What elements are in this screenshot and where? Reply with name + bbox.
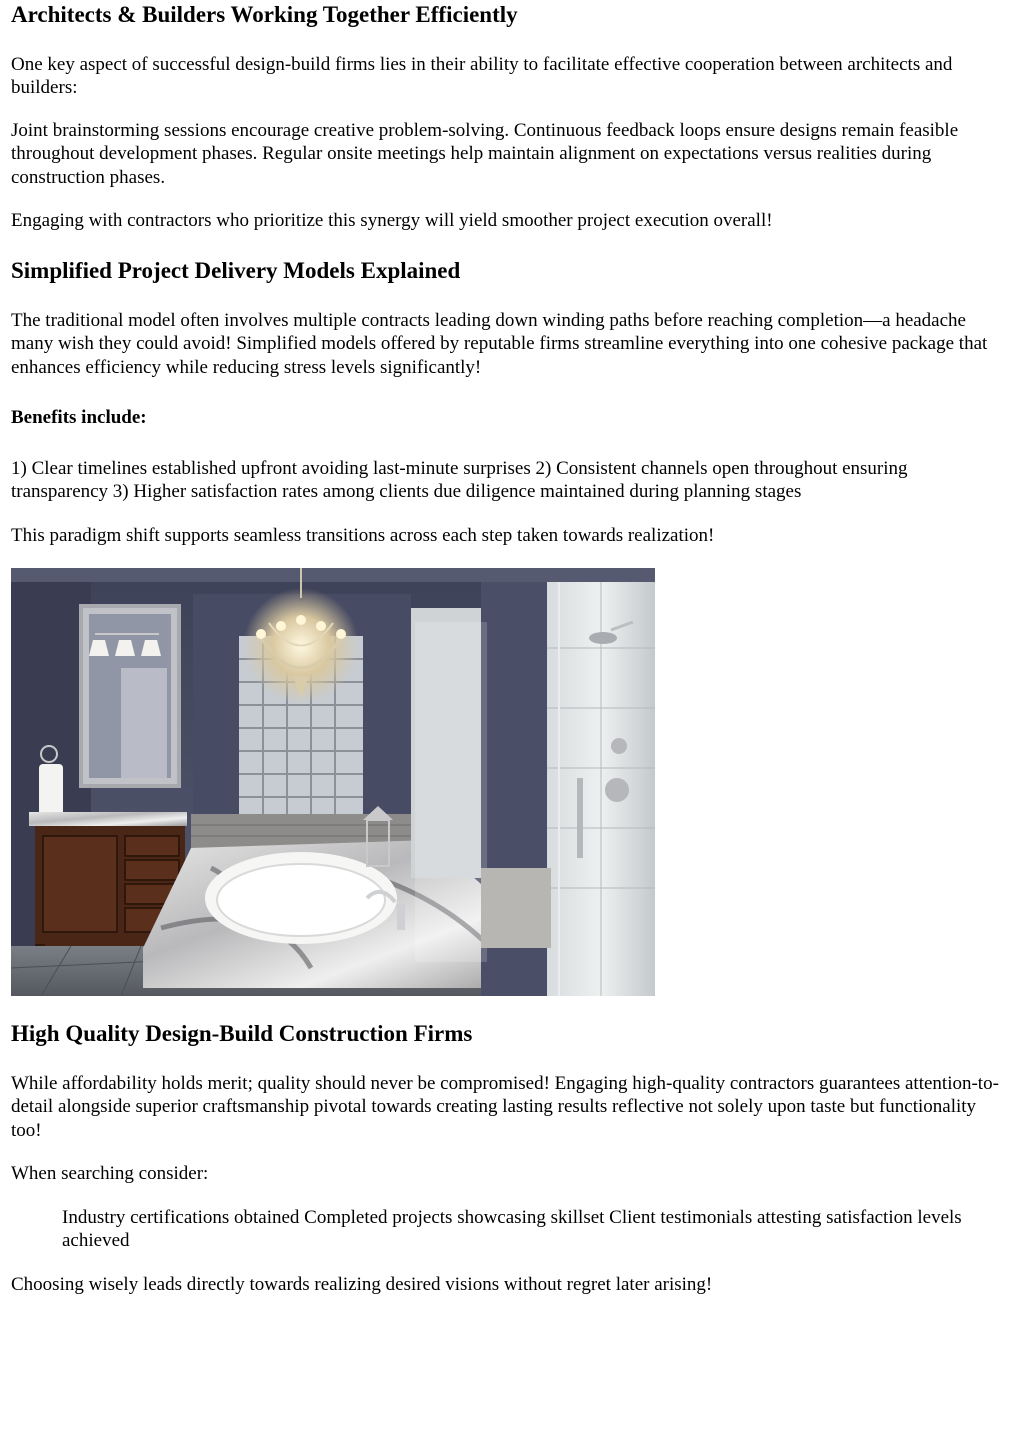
bathroom-photo: [11, 568, 655, 996]
paragraph-engaging-contractors: Engaging with contractors who prioritize this synergy will yield smoother project execution overall!: [11, 210, 773, 231]
paragraph-traditional-model: The traditional model often involves multiple contracts leading down winding paths before reaching completion—a headache many wish they could avoid! Simplified models offered by reputable firms streamline everything into one cohesive package that enhances efficiency while reducing stress levels significantly!: [11, 310, 988, 378]
vanity-mirror: [81, 606, 179, 786]
heading-simplified-delivery: Simplified Project Delivery Models Explained: [11, 258, 461, 283]
marble-tile-shower: [547, 582, 655, 996]
paragraph-choosing-wisely: Choosing wisely leads directly towards realizing desired visions without regret later arising!: [11, 1274, 713, 1295]
paragraph-affordability-quality: While affordability holds merit; quality should never be compromised! Engaging high-quality contractors guarantees attention-to-detail alongside superior craftsmanship pivotal towards creating lasting results reflective not solely upon taste but functionality too!: [11, 1073, 999, 1141]
paragraph-paradigm-shift: This paradigm shift supports seamless transitions across each step taken towards realization!: [11, 525, 715, 546]
paragraph-cooperation-intro: One key aspect of successful design-build firms lies in their ability to facilitate effective cooperation between architects and builders:: [11, 54, 953, 99]
paragraph-joint-brainstorming: Joint brainstorming sessions encourage creative problem-solving. Continuous feedback loops ensure designs remain feasible throughout development phases. Regular onsite meetings help maintain alignment on expectations versus realities during construction phases.: [11, 120, 959, 188]
heading-high-quality-firms: High Quality Design-Build Construction Firms: [11, 1021, 473, 1046]
heading-architects-builders: Architects & Builders Working Together Efficiently: [11, 2, 518, 27]
paragraph-benefits-list: 1) Clear timelines established upfront avoiding last-minute surprises 2) Consistent channels open throughout ensuring transparency 3) Higher satisfaction rates among clients due diligence maintained during planning stages: [11, 458, 908, 503]
blockquote-considerations: Industry certifications obtained Completed projects showcasing skillset Client testimonials attesting satisfaction levels achieved: [62, 1207, 962, 1252]
subheading-benefits: Benefits include:: [11, 407, 147, 428]
paragraph-when-searching: When searching consider:: [11, 1163, 209, 1184]
